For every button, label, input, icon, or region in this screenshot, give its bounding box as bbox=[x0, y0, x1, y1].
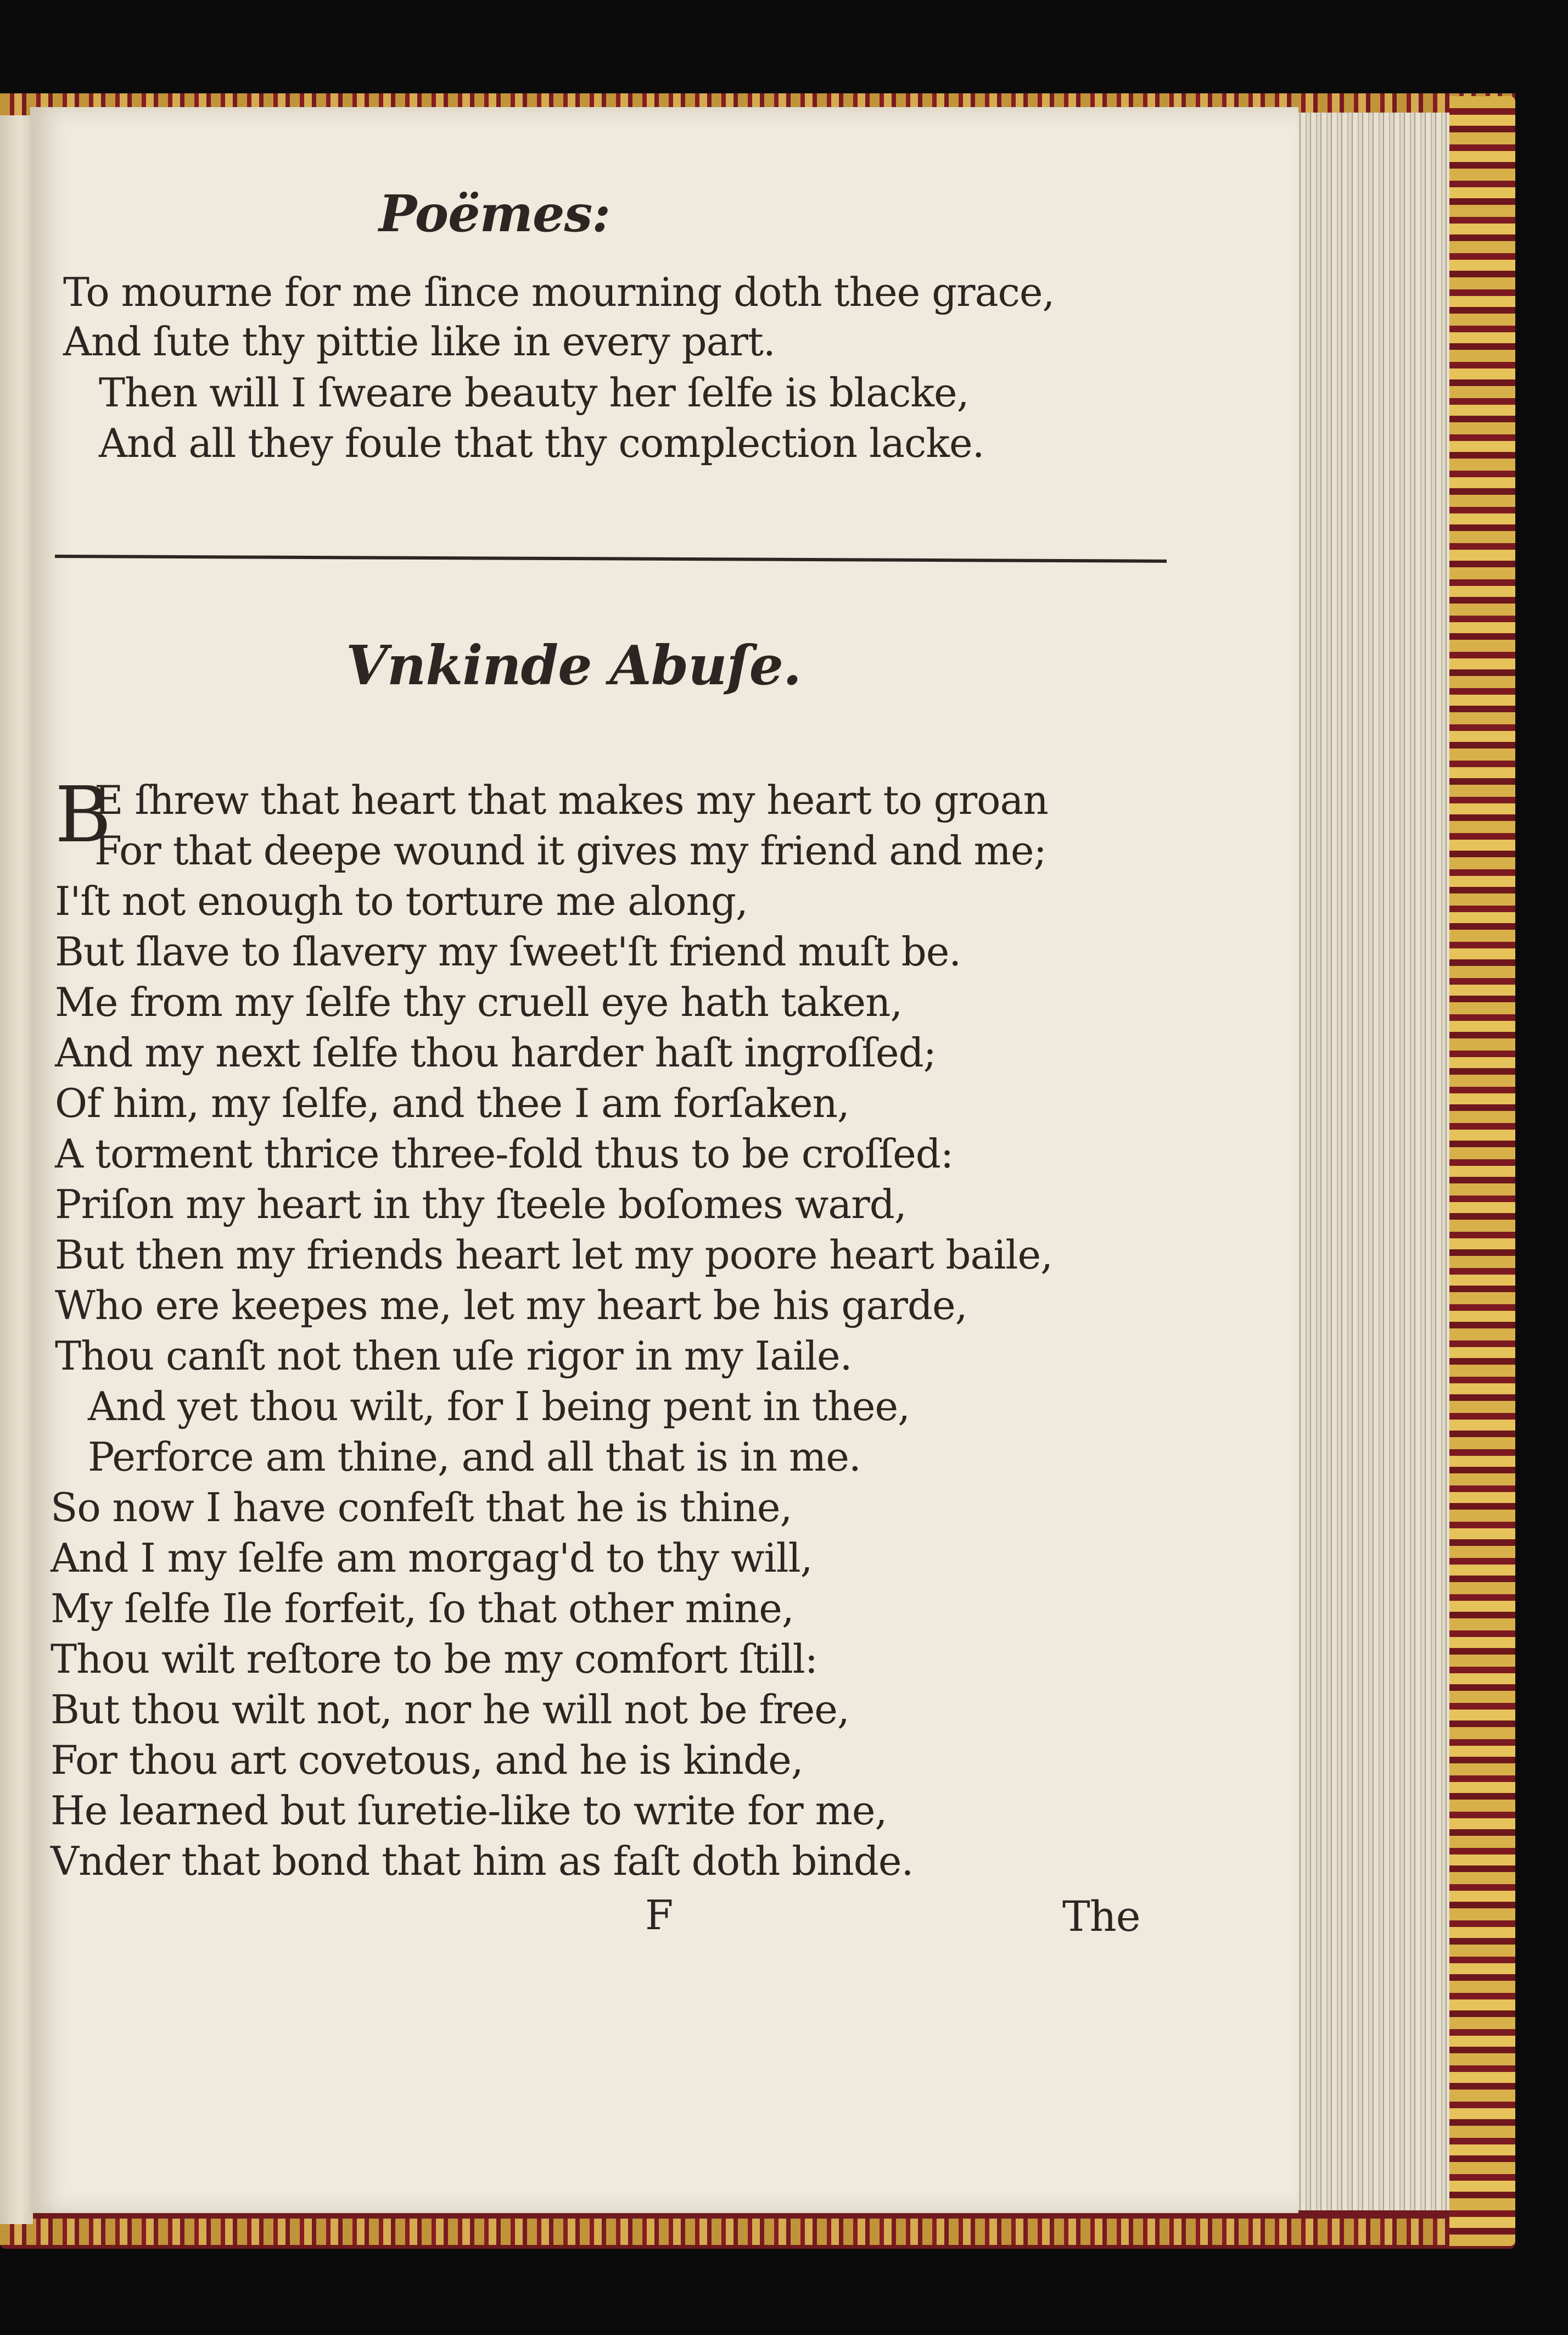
poem-line: And I my ſelfe am morgag'd to thy will, bbox=[51, 1535, 813, 1581]
poem-title: Vnkinde Abuſe. bbox=[346, 634, 802, 697]
opening-line-4: And all they foule that thy complection lacke. bbox=[99, 420, 984, 466]
poem-line: For that deepe wound it gives my friend and me; bbox=[94, 828, 1046, 874]
drop-cap: B bbox=[55, 770, 111, 860]
poem-line: Perforce am thine, and all that is in me. bbox=[88, 1434, 861, 1480]
poem-line: But thou wilt not, nor he will not be free, bbox=[51, 1686, 849, 1733]
poem-line: For thou art covetous, and he is kinde, bbox=[51, 1737, 803, 1783]
signature-mark: F bbox=[645, 1892, 673, 1939]
poem-line: Vnder that bond that him as faſt doth binde. bbox=[51, 1838, 914, 1884]
catchword: The bbox=[1062, 1892, 1140, 1941]
poem-line: My ſelfe Ile forfeit, ſo that other mine, bbox=[51, 1585, 794, 1632]
poem-line: E ſhrew that heart that makes my heart to groan bbox=[94, 777, 1048, 823]
poem-line: He learned but ſuretie-like to write for me, bbox=[51, 1787, 887, 1834]
poem-line: Me from my ſelfe thy cruell eye hath taken, bbox=[55, 979, 903, 1025]
poem-line: Who ere keepes me, let my heart be his garde, bbox=[55, 1282, 967, 1328]
poem-line: Thou canſt not then uſe rigor in my Iaile. bbox=[55, 1333, 852, 1379]
poem-line: So now I have confeſt that he is thine, bbox=[51, 1484, 792, 1530]
poem-line: Priſon my heart in thy ſteele boſomes ward, bbox=[55, 1181, 906, 1227]
opening-line-2: And ſute thy pittie like in every part. bbox=[63, 319, 775, 365]
poem-line: But ſlave to ſlavery my ſweet'ſt friend muſt be. bbox=[55, 929, 961, 975]
opening-line-1: To mourne for me ſince mourning doth thee grace, bbox=[63, 269, 1055, 315]
poem-line: I'ſt not enough to torture me along, bbox=[55, 878, 748, 924]
poem-line: But then my friends heart let my poore heart baile, bbox=[55, 1232, 1052, 1278]
poem-line: A torment thrice three-fold thus to be croſſed: bbox=[55, 1131, 954, 1177]
poem-line: And my next ſelfe thou harder haſt ingroſſed; bbox=[55, 1030, 936, 1076]
opening-line-3: Then will I ſweare beauty her ſelfe is blacke, bbox=[99, 370, 969, 416]
gilt-edge-bottom bbox=[0, 2219, 1515, 2245]
poem-line: Of him, my ſelfe, and thee I am forſaken, bbox=[55, 1080, 849, 1126]
running-head: Poëmes: bbox=[379, 184, 611, 243]
facing-page-edge bbox=[0, 115, 33, 2224]
page-block-edge bbox=[1290, 113, 1449, 2210]
poem-line: Thou wilt reſtore to be my comfort ſtill: bbox=[51, 1636, 818, 1682]
poem-line: And yet thou wilt, for I being pent in thee, bbox=[88, 1383, 910, 1429]
gilt-edge-right bbox=[1449, 96, 1515, 2246]
